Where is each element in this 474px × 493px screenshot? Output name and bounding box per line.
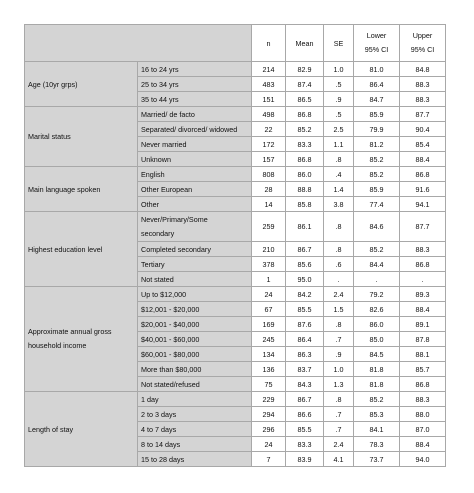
cell-upper: 86.8 — [400, 257, 446, 272]
subgroup-label-cell — [138, 212, 252, 242]
cell-se: 2.5 — [324, 122, 354, 137]
cell-n: 483 — [252, 77, 286, 92]
cell-se: .5 — [324, 77, 354, 92]
table-row — [25, 107, 446, 122]
cell-upper: 89.3 — [400, 287, 446, 302]
header-lower-line1: Lower — [366, 31, 387, 40]
subgroup-label-cell: Unknown — [138, 152, 252, 167]
cell-mean: 95.0 — [286, 272, 324, 287]
subgroup-label-line: secondary — [141, 228, 175, 238]
cell-n: 229 — [252, 392, 286, 407]
cell-mean: 88.8 — [286, 182, 324, 197]
cell-lower: 86.4 — [354, 77, 400, 92]
cell-upper: 88.3 — [400, 77, 446, 92]
header-n: n — [252, 25, 286, 62]
cell-upper: 88.4 — [400, 437, 446, 452]
cell-mean: 82.9 — [286, 62, 324, 77]
cell-se: 2.4 — [324, 287, 354, 302]
cell-mean: 87.4 — [286, 77, 324, 92]
cell-lower: 79.9 — [354, 122, 400, 137]
cell-mean: 83.3 — [286, 137, 324, 152]
cell-se: .7 — [324, 422, 354, 437]
cell-lower: 85.9 — [354, 107, 400, 122]
cell-n: 296 — [252, 422, 286, 437]
cell-se: .8 — [324, 392, 354, 407]
cell-lower: 81.8 — [354, 377, 400, 392]
cell-se: 1.0 — [324, 62, 354, 77]
cell-lower: 81.8 — [354, 362, 400, 377]
cell-lower: 86.0 — [354, 317, 400, 332]
subgroup-label-cell: $12,001 - $20,000 — [138, 302, 252, 317]
cell-mean: 84.2 — [286, 287, 324, 302]
cell-lower: 79.2 — [354, 287, 400, 302]
cell-upper: 87.7 — [400, 212, 446, 242]
cell-mean: 86.6 — [286, 407, 324, 422]
cell-mean: 86.3 — [286, 347, 324, 362]
header-lower-ci — [354, 25, 400, 62]
subgroup-label-cell: English — [138, 167, 252, 182]
group-label-cell: Highest education level — [25, 212, 138, 287]
cell-upper: 87.8 — [400, 332, 446, 347]
cell-mean: 86.1 — [286, 212, 324, 242]
cell-n: 169 — [252, 317, 286, 332]
cell-lower: 85.2 — [354, 167, 400, 182]
cell-lower: 85.0 — [354, 332, 400, 347]
cell-n: 7 — [252, 452, 286, 467]
cell-mean: 86.8 — [286, 107, 324, 122]
header-upper-ci — [400, 25, 446, 62]
header-row — [25, 25, 446, 62]
cell-lower: 73.7 — [354, 452, 400, 467]
cell-se: 1.1 — [324, 137, 354, 152]
cell-mean: 85.6 — [286, 257, 324, 272]
cell-mean: 86.7 — [286, 392, 324, 407]
cell-n: 67 — [252, 302, 286, 317]
cell-upper: 87.7 — [400, 107, 446, 122]
cell-lower: 78.3 — [354, 437, 400, 452]
cell-se: 1.5 — [324, 302, 354, 317]
cell-se: .8 — [324, 212, 354, 242]
cell-upper: 88.1 — [400, 347, 446, 362]
header-lower-line2: 95% CI — [364, 45, 389, 54]
cell-upper: 88.3 — [400, 92, 446, 107]
subgroup-label-cell: Tertiary — [138, 257, 252, 272]
subgroup-label-cell: 15 to 28 days — [138, 452, 252, 467]
cell-upper: 88.3 — [400, 242, 446, 257]
subgroup-label-cell: Other European — [138, 182, 252, 197]
table-row — [25, 212, 446, 242]
cell-lower: 84.1 — [354, 422, 400, 437]
results-table — [24, 24, 446, 467]
header-upper-line2: 95% CI — [410, 45, 435, 54]
cell-upper: 85.4 — [400, 137, 446, 152]
cell-lower: . — [354, 272, 400, 287]
cell-se: .6 — [324, 257, 354, 272]
group-label-line: Approximate annual gross — [28, 327, 112, 336]
cell-n: 245 — [252, 332, 286, 347]
cell-upper: 94.1 — [400, 197, 446, 212]
header-blank-cell — [25, 25, 252, 62]
subgroup-label-cell: $20,001 - $40,000 — [138, 317, 252, 332]
subgroup-label-cell: 8 to 14 days — [138, 437, 252, 452]
cell-upper: 90.4 — [400, 122, 446, 137]
cell-se: .4 — [324, 167, 354, 182]
cell-n: 294 — [252, 407, 286, 422]
cell-se: .8 — [324, 317, 354, 332]
table-row — [25, 392, 446, 407]
cell-se: 4.1 — [324, 452, 354, 467]
cell-lower: 85.2 — [354, 152, 400, 167]
cell-n: 214 — [252, 62, 286, 77]
cell-lower: 84.7 — [354, 92, 400, 107]
cell-mean: 85.8 — [286, 197, 324, 212]
cell-upper: 87.0 — [400, 422, 446, 437]
subgroup-label-cell: Other — [138, 197, 252, 212]
subgroup-label-cell: Separated/ divorced/ widowed — [138, 122, 252, 137]
cell-lower: 81.2 — [354, 137, 400, 152]
subgroup-label-cell: $40,001 - $60,000 — [138, 332, 252, 347]
cell-se: 3.8 — [324, 197, 354, 212]
cell-lower: 85.2 — [354, 242, 400, 257]
cell-n: 259 — [252, 212, 286, 242]
cell-mean: 85.5 — [286, 302, 324, 317]
cell-upper: 86.8 — [400, 377, 446, 392]
cell-upper: 94.0 — [400, 452, 446, 467]
cell-upper: 88.4 — [400, 152, 446, 167]
cell-upper: 84.8 — [400, 62, 446, 77]
group-label-cell: Age (10yr grps) — [25, 62, 138, 107]
cell-lower: 85.2 — [354, 392, 400, 407]
cell-mean: 85.5 — [286, 422, 324, 437]
cell-mean: 86.5 — [286, 92, 324, 107]
table-row — [25, 167, 446, 182]
cell-n: 808 — [252, 167, 286, 182]
group-label-cell — [25, 287, 138, 392]
cell-n: 24 — [252, 437, 286, 452]
cell-se: 2.4 — [324, 437, 354, 452]
cell-upper: . — [400, 272, 446, 287]
cell-lower: 85.3 — [354, 407, 400, 422]
cell-mean: 86.4 — [286, 332, 324, 347]
cell-se: .8 — [324, 242, 354, 257]
subgroup-label-cell: Completed secondary — [138, 242, 252, 257]
cell-upper: 88.0 — [400, 407, 446, 422]
cell-mean: 83.9 — [286, 452, 324, 467]
cell-lower: 85.9 — [354, 182, 400, 197]
cell-mean: 85.2 — [286, 122, 324, 137]
subgroup-label-cell: 16 to 24 yrs — [138, 62, 252, 77]
cell-se: .5 — [324, 107, 354, 122]
cell-n: 210 — [252, 242, 286, 257]
cell-lower: 77.4 — [354, 197, 400, 212]
cell-mean: 86.0 — [286, 167, 324, 182]
cell-n: 151 — [252, 92, 286, 107]
subgroup-label-cell: 4 to 7 days — [138, 422, 252, 437]
cell-upper: 85.7 — [400, 362, 446, 377]
cell-mean: 86.7 — [286, 242, 324, 257]
subgroup-label-cell: 35 to 44 yrs — [138, 92, 252, 107]
cell-n: 498 — [252, 107, 286, 122]
cell-se: .8 — [324, 152, 354, 167]
cell-mean: 84.3 — [286, 377, 324, 392]
cell-n: 134 — [252, 347, 286, 362]
cell-n: 24 — [252, 287, 286, 302]
cell-se: . — [324, 272, 354, 287]
cell-n: 75 — [252, 377, 286, 392]
cell-upper: 91.6 — [400, 182, 446, 197]
cell-lower: 81.0 — [354, 62, 400, 77]
header-se: SE — [324, 25, 354, 62]
subgroup-label-cell: Not stated/refused — [138, 377, 252, 392]
cell-mean: 83.7 — [286, 362, 324, 377]
group-label-cell: Marital status — [25, 107, 138, 167]
cell-upper: 86.8 — [400, 167, 446, 182]
cell-se: .7 — [324, 407, 354, 422]
subgroup-label-cell: More than $80,000 — [138, 362, 252, 377]
cell-n: 172 — [252, 137, 286, 152]
group-label-cell: Main language spoken — [25, 167, 138, 212]
cell-lower: 84.5 — [354, 347, 400, 362]
cell-se: .9 — [324, 347, 354, 362]
cell-mean: 86.8 — [286, 152, 324, 167]
cell-se: 1.4 — [324, 182, 354, 197]
group-label-cell: Length of stay — [25, 392, 138, 467]
subgroup-label-cell: 25 to 34 yrs — [138, 77, 252, 92]
subgroup-label-cell: $60,001 - $80,000 — [138, 347, 252, 362]
cell-upper: 88.4 — [400, 302, 446, 317]
cell-se: 1.3 — [324, 377, 354, 392]
table-row — [25, 62, 446, 77]
cell-mean: 83.3 — [286, 437, 324, 452]
cell-se: .7 — [324, 332, 354, 347]
subgroup-label-cell: 2 to 3 days — [138, 407, 252, 422]
cell-upper: 88.3 — [400, 392, 446, 407]
cell-n: 1 — [252, 272, 286, 287]
subgroup-label-line: Never/Primary/Some — [141, 214, 208, 224]
cell-se: .9 — [324, 92, 354, 107]
header-mean: Mean — [286, 25, 324, 62]
cell-lower: 84.4 — [354, 257, 400, 272]
cell-n: 14 — [252, 197, 286, 212]
table-row — [25, 287, 446, 302]
cell-mean: 87.6 — [286, 317, 324, 332]
cell-n: 378 — [252, 257, 286, 272]
cell-lower: 82.6 — [354, 302, 400, 317]
cell-n: 22 — [252, 122, 286, 137]
cell-se: 1.0 — [324, 362, 354, 377]
subgroup-label-cell: Up to $12,000 — [138, 287, 252, 302]
subgroup-label-cell: Not stated — [138, 272, 252, 287]
table-body — [25, 25, 446, 467]
cell-lower: 84.6 — [354, 212, 400, 242]
cell-n: 28 — [252, 182, 286, 197]
subgroup-label-cell: Never married — [138, 137, 252, 152]
cell-n: 157 — [252, 152, 286, 167]
subgroup-label-cell: 1 day — [138, 392, 252, 407]
cell-upper: 89.1 — [400, 317, 446, 332]
cell-n: 136 — [252, 362, 286, 377]
subgroup-label-cell: Married/ de facto — [138, 107, 252, 122]
group-label-line: household income — [28, 341, 87, 350]
header-upper-line1: Upper — [412, 31, 433, 40]
